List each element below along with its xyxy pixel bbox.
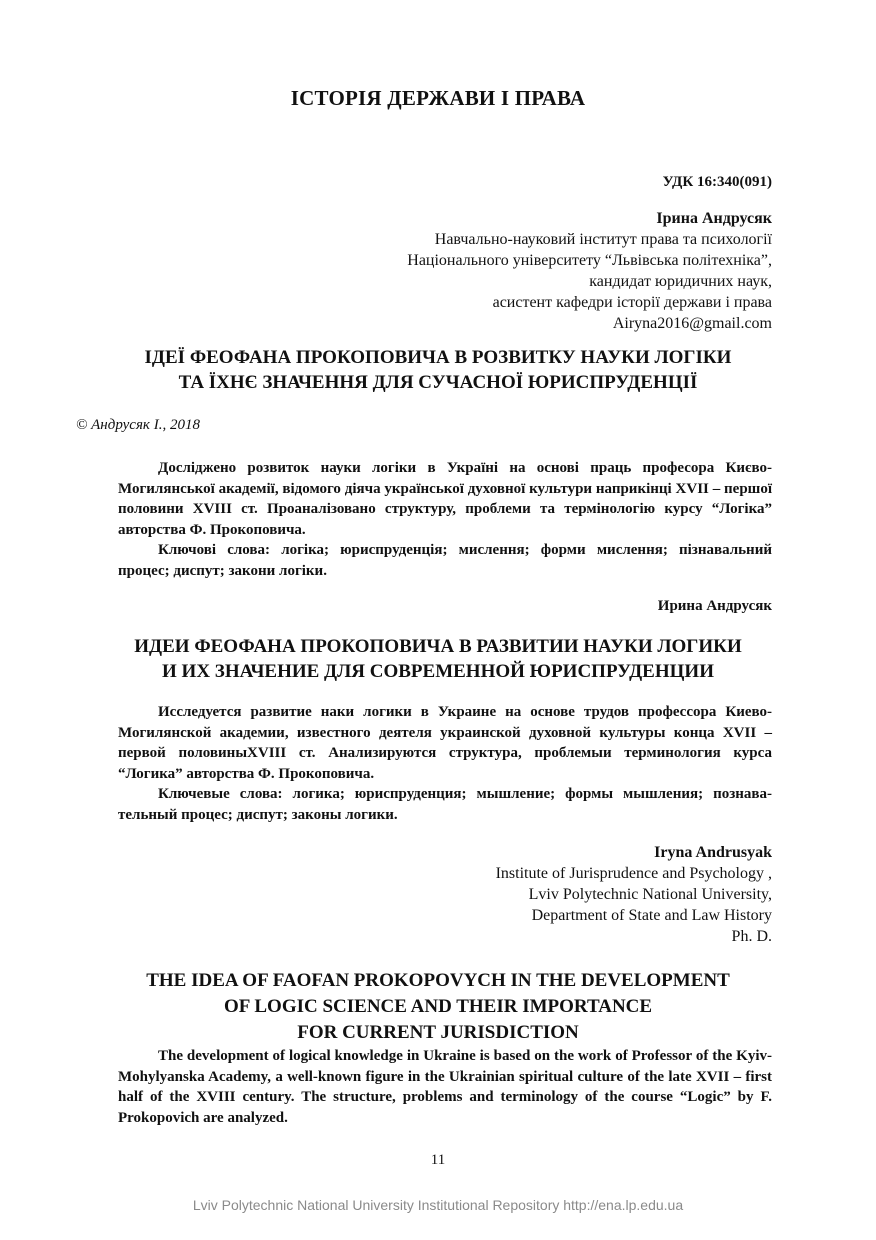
title-line: THE IDEA OF FAOFAN PROKOPOVYCH IN THE DEVELOPMENT <box>146 970 730 991</box>
author-block-english <box>496 842 772 947</box>
title-line: ТА ЇХНЄ ЗНАЧЕННЯ ДЛЯ СУЧАСНОЇ ЮРИСПРУДЕНЦІЇ <box>178 372 698 393</box>
title-line: OF LOGIC SCIENCE AND THEIR IMPORTANCE <box>223 996 653 1017</box>
affiliation-line: Lviv Polytechnic National University, <box>528 886 772 903</box>
abstract-russian <box>118 702 772 825</box>
affiliation-line: Institute of Jurisprudence and Psychology , <box>495 865 772 882</box>
title-ukrainian <box>0 345 876 395</box>
abstract-text: Досліджено розвиток науки логіки в Україні на основі праць професора Києво-Могилянської академії, відомого діяча української духовної культури наприкінці XVII – першої половини XVIII ст. Проаналізовано структуру, проблеми та термінологію курсу “Логіка” авторства Ф. Прокоповича. <box>118 460 772 538</box>
keywords-text: Ключевые слова: логика; юриспруденция; мышление; формы мышления; познава-тельный процес; диспут; законы логики. <box>118 786 772 823</box>
affiliation-line: Національного університету “Львівська політехніка”, <box>407 252 772 269</box>
page-number: 11 <box>430 1152 446 1168</box>
academic-degree: Ph. D. <box>731 928 772 945</box>
affiliation-line: кандидат юридичних наук, <box>589 273 772 290</box>
affiliation-line: Department of State and Law History <box>531 907 772 924</box>
repository-footer: Lviv Polytechnic National University Institutional Repository http://ena.lp.edu.ua <box>192 1197 684 1213</box>
title-english <box>0 968 876 1046</box>
author-email: Airyna2016@gmail.com <box>612 315 772 332</box>
keywords-text: Ключові слова: логіка; юриспруденція; мислення; форми мислення; пізнавальний процес; диспут; закони логіки. <box>118 542 772 579</box>
udc-code: УДК 16:340(091) <box>662 174 772 190</box>
abstract-english <box>118 1046 772 1128</box>
author-name-ukrainian: Ірина Андрусяк <box>656 210 772 227</box>
title-line: ІДЕЇ ФЕОФАНА ПРОКОПОВИЧА В РОЗВИТКУ НАУКИ ЛОГІКИ <box>144 347 732 368</box>
section-header: ІСТОРІЯ ДЕРЖАВИ І ПРАВА <box>290 86 586 110</box>
abstract-text: Исследуется развитие наки логики в Украине на основе трудов профессора Киево-Могилянской академии, известного деятеля украинской духовной культуры конца XVII – первой половиныXVIII ст. Анализируются структура, проблемыи терминология курса “Логика” авторства Ф. Прокоповича. <box>118 704 772 782</box>
abstract-text: The development of logical knowledge in Ukraine is based on the work of Professor of the Kyiv-Mohylyanska Academy, a well-known figure in the Ukrainian spiritual culture of the late XVII – first half of the XVIII century. The structure, problems and terminology of the course “Logic” by F. Prokopovich are analyzed. <box>118 1048 772 1126</box>
author-name-russian: Ирина Андрусяк <box>657 598 772 614</box>
affiliation-line: Навчально-науковий інститут права та психології <box>434 231 772 248</box>
copyright-notice: © Андрусяк І., 2018 <box>76 417 200 433</box>
title-line: ИДЕИ ФЕОФАНА ПРОКОПОВИЧА В РАЗВИТИИ НАУКИ ЛОГИКИ <box>134 636 742 657</box>
title-line: И ИХ ЗНАЧЕНИЕ ДЛЯ СОВРЕМЕННОЙ ЮРИСПРУДЕНЦИИ <box>162 661 714 682</box>
abstract-ukrainian <box>118 458 772 581</box>
author-block-ukrainian <box>407 208 772 334</box>
author-name-english: Iryna Andrusyak <box>654 844 772 861</box>
title-russian <box>0 634 876 684</box>
affiliation-line: асистент кафедри історії держави і права <box>492 294 772 311</box>
title-line: FOR CURRENT JURISDICTION <box>297 1022 579 1043</box>
